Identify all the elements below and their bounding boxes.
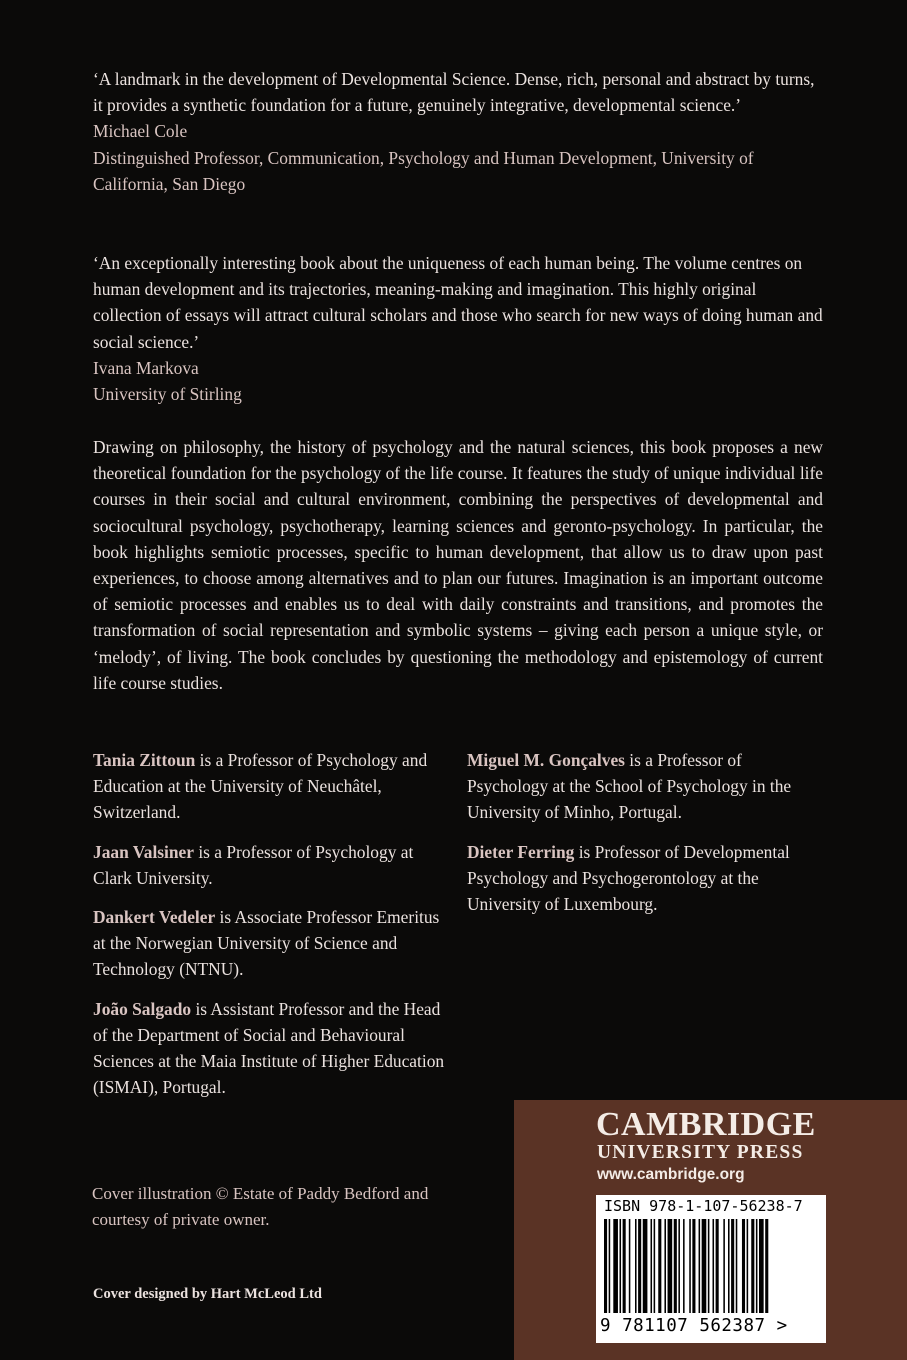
publisher-name: CAMBRIDGE xyxy=(596,1106,816,1143)
author-bio xyxy=(93,747,445,826)
publisher-website[interactable]: www.cambridge.org xyxy=(597,1166,745,1183)
author-bios-left xyxy=(93,747,445,1113)
quote-text: ‘An exceptionally interesting book about the uniqueness of each human being. The volume centres on human development and its trajectories, meaning-making and imagination. This highly original collection of essays will attract cultural scholars and those who search for new ways of doing human and social science.’ xyxy=(93,253,823,352)
publisher-subtitle: UNIVERSITY PRESS xyxy=(597,1142,804,1163)
isbn-label: ISBN 978-1-107-56238-7 xyxy=(604,1197,803,1215)
description-text: Drawing on philosophy, the history of psychology and the natural sciences, this book proposes a new theoretical foundation for the psychology of the life course. It features the study of unique individual life courses in their social and cultural environment, combining the perspectives of developmental and sociocultural psychology, psychotherapy, learning sciences and geronto-psychology. In particular, the book highlights semiotic processes, specific to human development, that allow us to draw upon past experiences, to choose among alternatives and to plan our futures. Imagination is an important outcome of semiotic processes and enables us to deal with daily constraints and transitions, and promotes the transformation of social representation and symbolic systems – giving each person a unique style, or ‘melody’, of living. The book concludes by questioning the methodology and epistemology of current life course studies. xyxy=(93,437,823,693)
author-bios-right xyxy=(467,747,822,930)
barcode-bars-icon xyxy=(602,1219,820,1315)
quote-text: ‘A landmark in the development of Developmental Science. Dense, rich, personal and abstract by turns, it provides a synthetic foundation for a future, genuinely integrative, developmental science.’ xyxy=(93,69,815,116)
publisher-box xyxy=(514,1100,907,1360)
endorsement-quote-1 xyxy=(93,66,823,197)
author-bio-text: is Assistant Professor and the Head of the Department of Social and Behavioural Sciences at the Maia Institute of Higher Education (ISMAI), Portugal. xyxy=(93,998,445,1098)
author-bio-text: is Professor of Developmental Psychology and Psychogerontology at the University of Luxembourg. xyxy=(467,841,790,915)
endorsement-quote-2 xyxy=(93,250,823,407)
author-bio xyxy=(93,996,445,1101)
author-bio xyxy=(467,839,822,918)
isbn-barcode xyxy=(596,1195,826,1343)
author-bio-text: is a Professor of Psychology at the School of Psychology in the University of Minho, Portugal. xyxy=(467,750,792,823)
author-name: Miguel M. Gonçalves xyxy=(467,750,625,770)
cover-illustration-credit: Cover illustration © Estate of Paddy Bedford and courtesy of private owner. xyxy=(92,1184,429,1229)
author-bio-text: is a Professor of Psychology at Clark University. xyxy=(93,841,414,888)
barcode-digits: 9 781107 562387 > xyxy=(600,1316,788,1336)
quote-author: Ivana Markova xyxy=(93,357,199,378)
cover-designer-credit: Cover designed by Hart McLeod Ltd xyxy=(93,1286,322,1302)
quote-affiliation: Distinguished Professor, Communication, Psychology and Human Development, University of California, San Diego xyxy=(93,147,754,194)
author-bio-text: is a Professor of Psychology and Education at the University of Neuchâtel, Switzerland. xyxy=(93,750,428,823)
book-description xyxy=(93,434,823,696)
author-bio xyxy=(93,904,445,983)
author-name: João Salgado xyxy=(93,998,192,1019)
quote-author: Michael Cole xyxy=(93,121,188,142)
author-bio xyxy=(93,839,445,891)
author-bio-text: is Associate Professor Emeritus at the Norwegian University of Science and Technology (NTNU). xyxy=(93,907,440,980)
author-bio xyxy=(467,747,822,826)
author-name: Dankert Vedeler xyxy=(93,907,216,928)
author-name: Tania Zittoun xyxy=(93,750,196,770)
quote-affiliation: University of Stirling xyxy=(93,384,242,405)
author-name: Dieter Ferring xyxy=(467,841,575,862)
author-name: Jaan Valsiner xyxy=(93,841,194,862)
